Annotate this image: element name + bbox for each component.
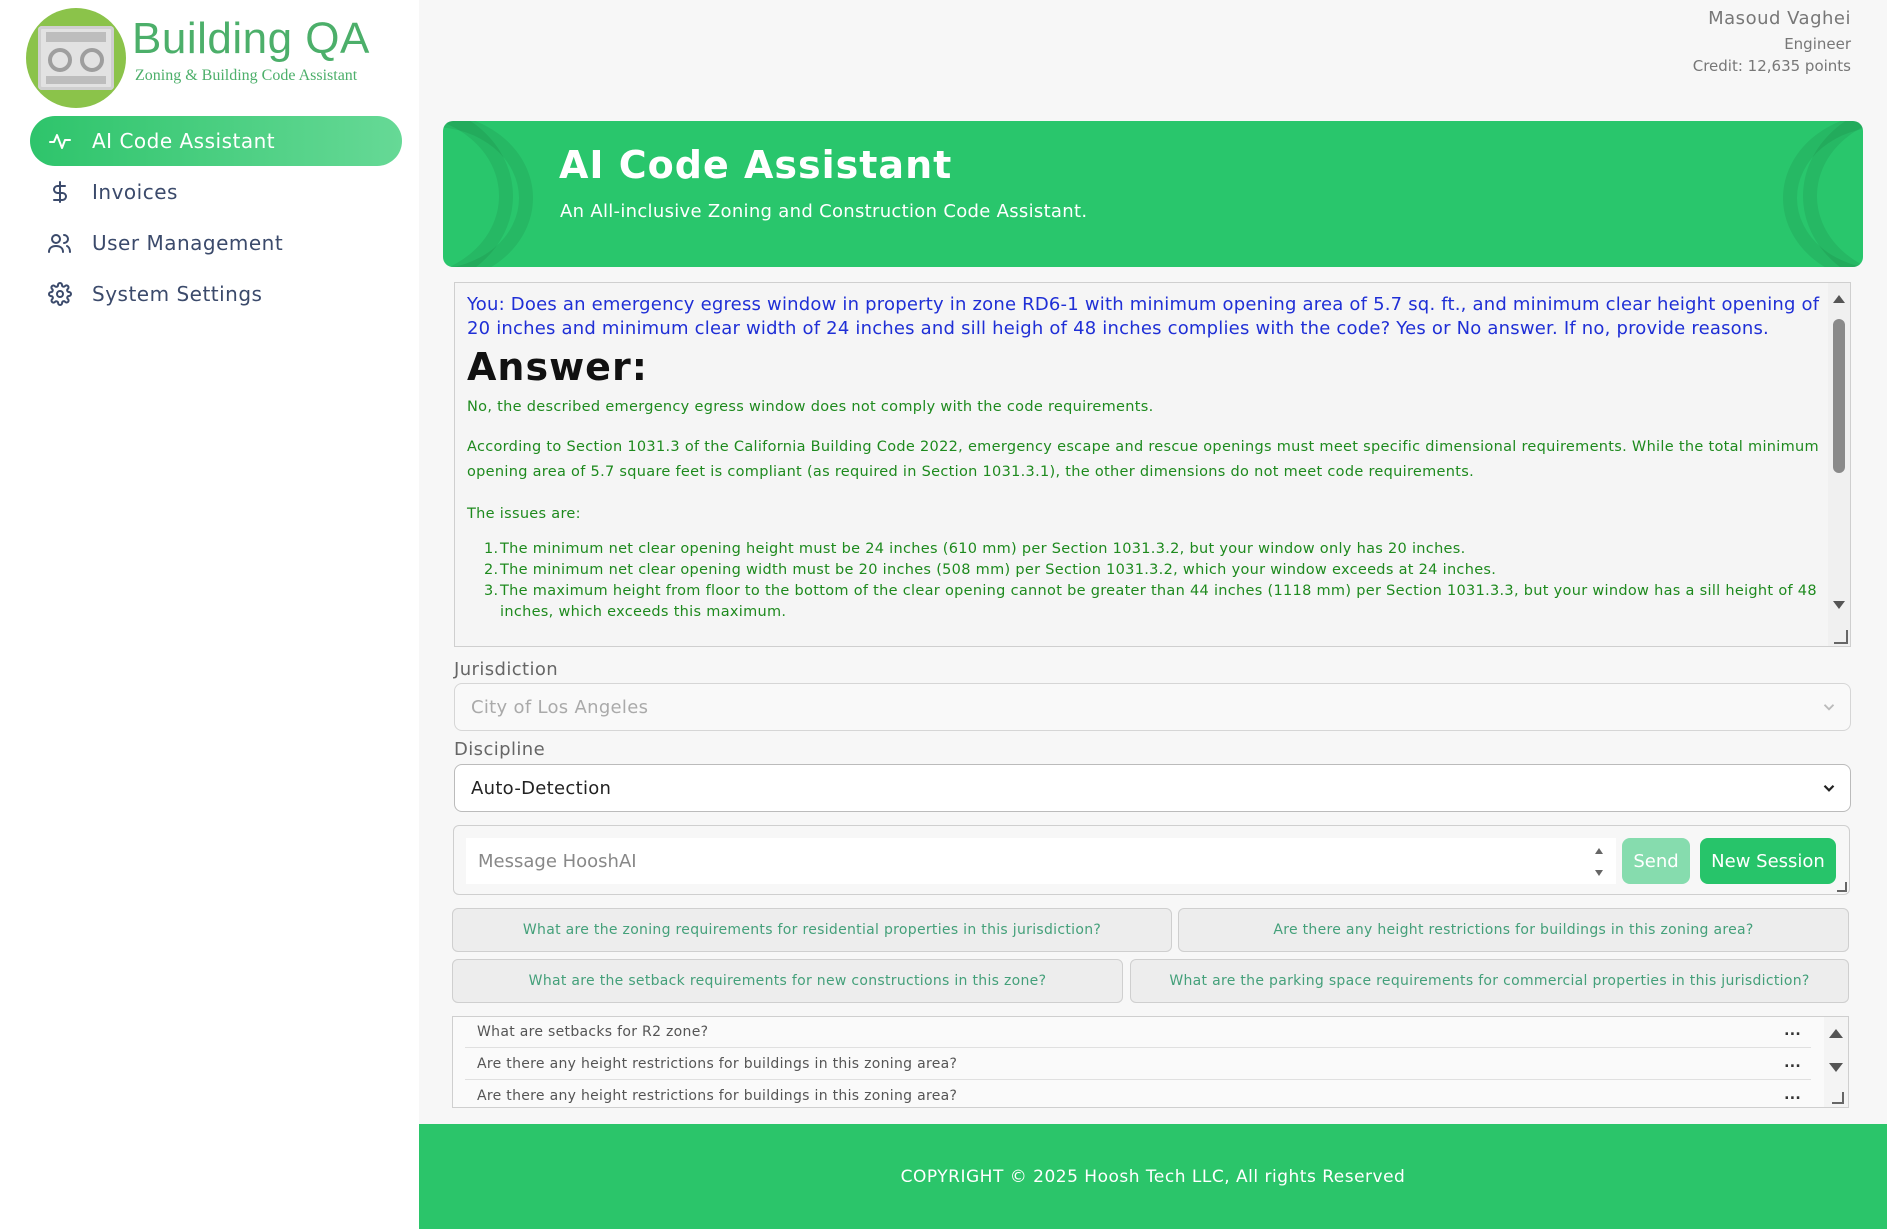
suggestion-button[interactable]: What are the parking space requirements for commercial properties in this jurisdiction?	[1130, 959, 1849, 1003]
user-role: Engineer	[1784, 35, 1851, 53]
jurisdiction-value: City of Los Angeles	[471, 696, 649, 718]
sidebar-nav	[30, 116, 402, 320]
send-button[interactable]: Send	[1622, 838, 1690, 884]
suggestion-button[interactable]: What are the setback requirements for new constructions in this zone?	[452, 959, 1123, 1003]
history-list[interactable]	[452, 1016, 1849, 1108]
message-input[interactable]	[466, 838, 1616, 884]
building-logo-icon[interactable]	[26, 8, 126, 108]
chat-output[interactable]	[454, 282, 1851, 647]
page-subtitle: An All-inclusive Zoning and Construction Code Assistant.	[560, 201, 1088, 222]
scroll-down-icon[interactable]	[1829, 1063, 1843, 1072]
gear-icon	[46, 280, 74, 308]
user-info[interactable]	[1693, 8, 1851, 75]
jurisdiction-label: Jurisdiction	[454, 659, 559, 680]
suggestion-button[interactable]: Are there any height restrictions for buildings in this zoning area?	[1178, 908, 1849, 952]
answer-heading: Answer:	[467, 345, 648, 389]
new-session-button[interactable]: New Session	[1700, 838, 1836, 884]
more-icon[interactable]: ...	[1784, 1087, 1801, 1103]
chat-scrollbar[interactable]	[1828, 283, 1850, 646]
discipline-value: Auto-Detection	[471, 777, 612, 799]
sidebar-item-ai-code-assistant[interactable]	[30, 116, 402, 166]
sidebar-item-label: User Management	[92, 231, 284, 255]
resize-handle-icon[interactable]	[1832, 1092, 1844, 1104]
resize-handle-icon[interactable]	[1834, 630, 1848, 644]
sidebar-item-invoices[interactable]	[30, 167, 402, 217]
list-item[interactable]: Are there any height restrictions for buildings in this zoning area? ...	[465, 1049, 1811, 1080]
brand-title[interactable]: Building QA	[132, 14, 370, 63]
scroll-up-icon[interactable]	[1833, 295, 1845, 303]
list-item: 1. The minimum net clear opening height must be 24 inches (610 mm) per Section 1031.3.2, but your window only has 20 inches.	[484, 541, 1466, 557]
issues-list	[467, 539, 1827, 623]
message-composer	[453, 825, 1850, 895]
footer	[419, 1124, 1887, 1229]
sidebar	[0, 0, 419, 1229]
user-question: You: Does an emergency egress window in property in zone RD6-1 with minimum opening area of 5.7 sq. ft., and minimum clear height opening of 20 inches and minimum clear width of 24 inches and sill heigh of 48 inches complies with the code? Yes or No answer. If no, provide reasons.	[467, 294, 1820, 339]
jurisdiction-select[interactable]	[454, 683, 1851, 731]
sidebar-item-label: Invoices	[92, 180, 178, 204]
sidebar-item-user-management[interactable]	[30, 218, 402, 268]
copyright-text: COPYRIGHT © 2025 Hoosh Tech LLC, All rights Reserved	[900, 1166, 1406, 1187]
discipline-label: Discipline	[454, 739, 546, 760]
scroll-thumb[interactable]	[1833, 319, 1845, 473]
sidebar-item-label: AI Code Assistant	[92, 129, 276, 153]
answer-paragraph: The issues are:	[467, 506, 581, 522]
page-title: AI Code Assistant	[559, 143, 953, 187]
sidebar-item-label: System Settings	[92, 282, 263, 306]
list-item[interactable]: Are there any height restrictions for buildings in this zoning area? ...	[465, 1081, 1811, 1108]
suggestion-button[interactable]: What are the zoning requirements for residential properties in this jurisdiction?	[452, 908, 1172, 952]
list-item[interactable]: What are setbacks for R2 zone? ...	[465, 1017, 1811, 1048]
page-banner	[443, 121, 1863, 267]
chevron-down-icon	[1820, 698, 1838, 716]
more-icon[interactable]: ...	[1784, 1055, 1801, 1071]
chevron-down-icon	[1820, 779, 1838, 797]
answer-paragraph: According to Section 1031.3 of the California Building Code 2022, emergency escape and rescue openings must meet specific dimensional requirements. While the total minimum opening area of 5.7 square feet is compliant (as required in Section 1031.3.1), the other dimensions do not meet code requirements.	[467, 439, 1819, 480]
dollar-icon	[46, 178, 74, 206]
discipline-select[interactable]	[454, 764, 1851, 812]
sidebar-item-system-settings[interactable]	[30, 269, 402, 319]
users-icon	[46, 229, 74, 257]
more-icon[interactable]: ...	[1784, 1023, 1801, 1039]
scroll-up-icon[interactable]	[1829, 1029, 1843, 1038]
list-item: 2. The minimum net clear opening width must be 20 inches (508 mm) per Section 1031.3.2, which your window exceeds at 24 inches.	[484, 562, 1497, 578]
answer-paragraph: No, the described emergency egress window does not comply with the code requirements.	[467, 399, 1154, 415]
activity-icon	[46, 127, 74, 155]
spinner-arrows-icon[interactable]	[1592, 842, 1606, 882]
resize-handle-icon[interactable]	[1837, 882, 1847, 892]
brand-subtitle: Zoning & Building Code Assistant	[135, 67, 358, 84]
chat-content	[467, 293, 1827, 623]
history-scrollbar[interactable]	[1824, 1017, 1848, 1107]
list-item: 3. The maximum height from floor to the bottom of the clear opening cannot be greater than 44 inches (1118 mm) per Section 1031.3.3, but your window has a sill height of 48 inches, which exceeds this maximum.	[484, 583, 1817, 620]
scroll-down-icon[interactable]	[1833, 601, 1845, 609]
user-credit: Credit: 12,635 points	[1692, 57, 1851, 75]
user-name: Masoud Vaghei	[1708, 8, 1851, 29]
